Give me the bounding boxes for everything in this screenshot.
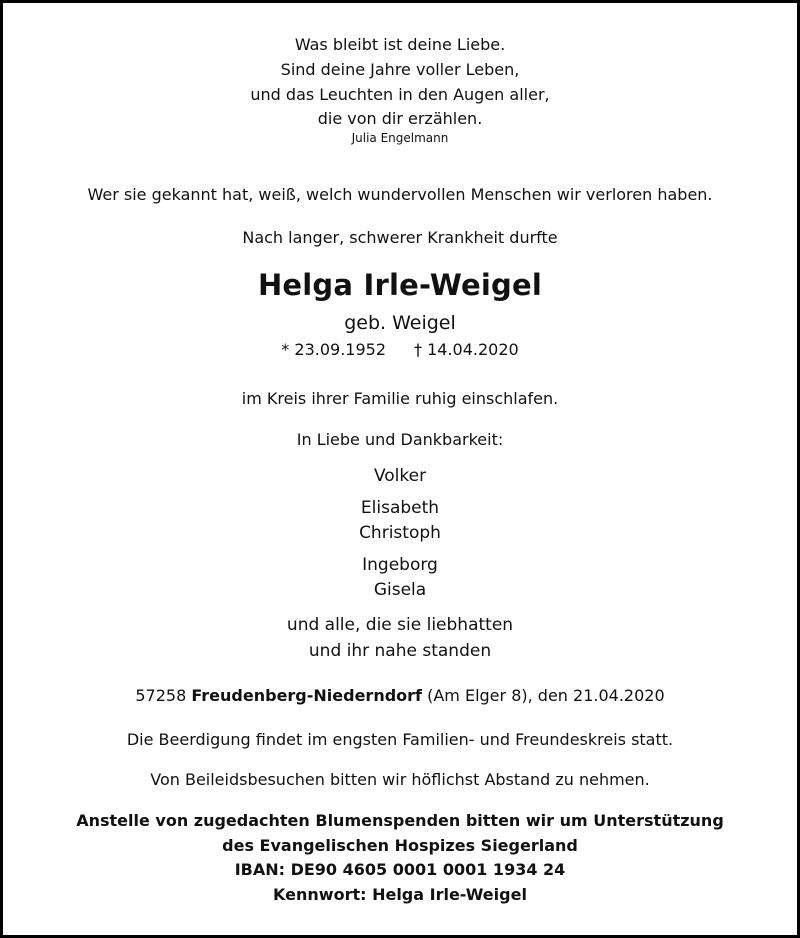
poem-line-1: Was bleibt ist deine Liebe. [294, 35, 506, 54]
postcode: 57258 [135, 686, 187, 705]
gratitude-text: In Liebe und Dankbarkeit: [296, 430, 504, 449]
family-member: Volker [373, 466, 427, 486]
passing-text: im Kreis ihrer Familie ruhig einschlafen. [241, 389, 559, 408]
donation-keyword: Kennwort: Helga Irle-Weigel [273, 885, 527, 904]
family-closing-2: und ihr nahe standen [308, 641, 492, 661]
condolence-note: Von Beileidsbesuchen bitten wir höflichst Abstand zu nehmen. [150, 770, 650, 789]
funeral-note: Die Beerdigung findet im engsten Familien- und Freundeskreis statt. [126, 730, 674, 749]
address-date: (Am Elger 8), den 21.04.2020 [427, 686, 665, 705]
lead-in-text: Nach langer, schwerer Krankheit durfte [242, 228, 558, 247]
poem-author: Julia Engelmann [351, 131, 449, 145]
donation-line-2: des Evangelischen Hospizes Siegerland [222, 836, 578, 855]
maiden-name: geb. Weigel [344, 312, 456, 334]
intro-text: Wer sie gekannt hat, weiß, welch wundervollen Menschen wir verloren haben. [87, 185, 713, 204]
poem-line-3: und das Leuchten in den Augen aller, [250, 85, 550, 104]
place-name: Freudenberg-Niederndorf [191, 686, 423, 705]
family-member: Ingeborg [362, 555, 438, 575]
location-line [3, 686, 797, 705]
poem-line-4: die von dir erzählen. [317, 109, 483, 128]
family-closing-1: und alle, die sie liebhatten [286, 615, 514, 635]
family-member: Gisela [373, 580, 427, 600]
family-member: Christoph [359, 523, 441, 543]
poem-line-2: Sind deine Jahre voller Leben, [280, 60, 520, 79]
death-date: † 14.04.2020 [414, 340, 519, 359]
donation-iban: IBAN: DE90 4605 0001 0001 1934 24 [234, 860, 566, 879]
family-member: Elisabeth [360, 498, 440, 518]
donation-line-1: Anstelle von zugedachten Blumenspenden bitten wir um Unterstützung [76, 811, 724, 830]
birth-date: * 23.09.1952 [281, 340, 386, 359]
deceased-name: Helga Irle-Weigel [257, 268, 543, 302]
life-dates [3, 340, 797, 359]
